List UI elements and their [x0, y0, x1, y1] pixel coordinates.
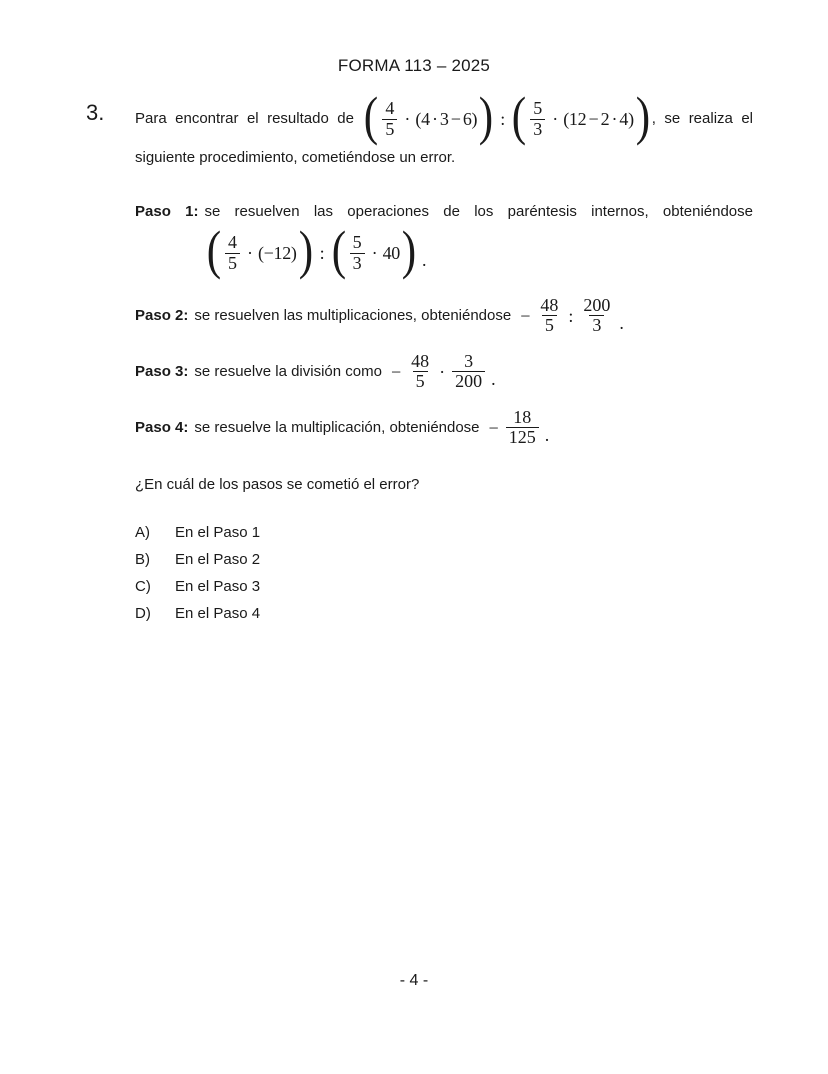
page-content: [0, 86, 828, 627]
fraction-denominator: 5: [542, 315, 557, 335]
fraction-denominator: 3: [589, 315, 604, 335]
inner-expression: (4 · 3 − 6): [415, 109, 478, 129]
minus-sign: −: [390, 361, 402, 382]
option-text: En el Paso 4: [175, 604, 261, 622]
fraction: [537, 296, 561, 336]
step-4: [135, 408, 753, 448]
step-text: se resuelven las operaciones de los paréntesis internos, obteniéndose: [204, 203, 753, 220]
step-label: Paso 1:: [135, 203, 199, 220]
option-letter: C): [135, 577, 151, 595]
left-paren: (: [331, 220, 346, 280]
options-list: [135, 519, 753, 627]
option-row-b: [135, 546, 753, 573]
question-text-after: , se realiza el siguiente procedimiento, cometiéndose un error.: [135, 109, 754, 166]
fraction-numerator: 4: [385, 98, 395, 119]
step-text: se resuelve la división como: [194, 362, 382, 380]
page-header-title: FORMA 113 – 2025: [337, 56, 491, 75]
minus-sign: −: [488, 417, 499, 438]
multiply-dot: ·: [439, 361, 446, 382]
page-number: - 4 -: [399, 972, 429, 989]
division-colon: :: [568, 305, 574, 326]
fraction-denominator: 125: [506, 427, 539, 447]
multiply-dot: ·: [552, 109, 559, 129]
fraction-denominator: 3: [530, 119, 545, 139]
right-paren: ): [401, 220, 417, 280]
option-text: En el Paso 1: [175, 523, 261, 541]
fraction-denominator: 200: [452, 371, 485, 391]
fraction-denominator: 5: [413, 371, 428, 391]
fraction: [580, 296, 613, 336]
left-paren: (: [206, 220, 222, 280]
question-number: 3.: [86, 100, 105, 125]
step-1: [135, 200, 753, 280]
option-letter: B): [135, 550, 150, 568]
fraction-numerator: 5: [352, 232, 362, 253]
fraction-denominator: 5: [225, 253, 240, 273]
step-label: Paso 3:: [135, 362, 189, 380]
question-math-expression: [362, 86, 651, 146]
option-letter: D): [135, 604, 151, 622]
fraction: [382, 99, 397, 139]
division-colon: :: [319, 243, 325, 263]
multiply-dot: ·: [246, 243, 253, 263]
step-2-math-expression: [515, 296, 624, 336]
step-label: Paso 4:: [135, 418, 189, 436]
step-1-math-expression: [205, 220, 427, 280]
left-paren: (: [512, 86, 527, 146]
question-block: [86, 86, 754, 170]
option-letter: A): [135, 523, 150, 541]
division-colon: :: [500, 109, 506, 129]
option-row-a: [135, 519, 753, 546]
fraction: [225, 233, 240, 273]
minus-sign: −: [520, 305, 531, 326]
fraction-numerator: 18: [513, 406, 532, 427]
right-paren: ): [298, 220, 313, 280]
left-paren: (: [364, 86, 379, 146]
period: .: [619, 312, 624, 333]
right-paren: ): [479, 86, 494, 146]
step-3-math-expression: [386, 352, 496, 392]
inner-expression: (12 − 2 · 4): [563, 109, 634, 129]
fraction: [408, 352, 432, 392]
step-1-expression-line: [205, 220, 753, 280]
question-prompt: ¿En cuál de los pasos se cometió el error?: [135, 475, 420, 493]
fraction-numerator: 5: [533, 98, 543, 119]
inner-expression: (−12): [257, 243, 297, 263]
option-text: En el Paso 2: [175, 550, 261, 568]
step-text: se resuelve la multiplicación, obteniéndose: [194, 418, 480, 436]
option-text: En el Paso 3: [175, 577, 261, 595]
period: .: [544, 424, 550, 445]
fraction-numerator: 48: [540, 295, 559, 315]
fraction: [452, 352, 485, 392]
step-4-math-expression: [484, 408, 550, 448]
fraction-numerator: 48: [411, 350, 430, 371]
step-3: [135, 352, 753, 392]
right-paren: ): [635, 86, 650, 146]
fraction-numerator: 4: [227, 232, 237, 253]
period: .: [422, 250, 427, 270]
question-paragraph: [135, 86, 754, 170]
fraction-numerator: 200: [583, 295, 611, 315]
multiply-dot: ·: [371, 243, 378, 263]
fraction: [350, 233, 365, 273]
fraction-denominator: 3: [350, 253, 365, 273]
fraction: [506, 408, 539, 448]
step-label: Paso 2:: [135, 306, 189, 324]
step-2: [135, 296, 753, 336]
fraction-numerator: 3: [464, 350, 474, 371]
fraction: [530, 99, 545, 139]
option-row-d: [135, 600, 753, 627]
fraction-denominator: 5: [382, 119, 397, 139]
period: .: [491, 368, 496, 389]
option-row-c: [135, 573, 753, 600]
multiply-dot: ·: [404, 109, 411, 129]
question-text-before: Para encontrar el resultado de: [135, 109, 354, 127]
step-text: se resuelven las multiplicaciones, obteniéndose: [194, 306, 512, 324]
step-1-text-line: [135, 200, 753, 224]
number: 40: [382, 243, 401, 263]
